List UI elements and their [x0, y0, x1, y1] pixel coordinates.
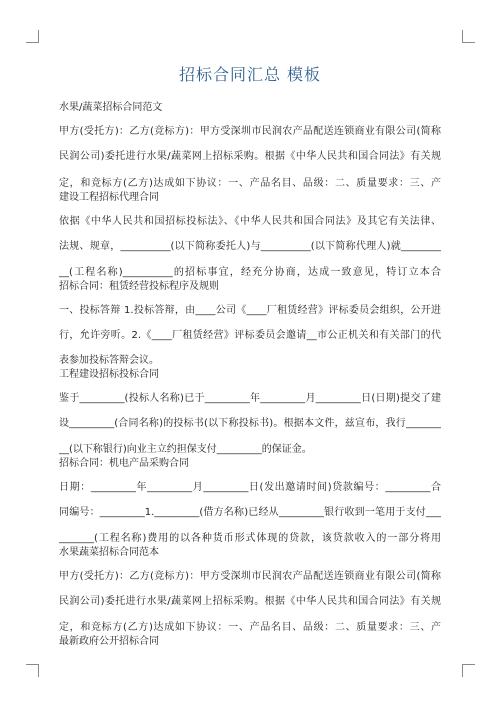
body-line: 民润公司)委托进行水果/蔬菜网上招标采购。根据《中华人民共和国合同法》有关规 [59, 151, 441, 162]
section-heading: 水果/蔬菜招标合同范文 [59, 102, 163, 113]
body-line: 甲方(受托方)：乙方(竞标方)：甲方受深圳市民润农产品配送连锁商业有限公司(简称 [59, 126, 441, 137]
body-line: _______(工程名称)费用的以各种货币形式体现的贷款，该贷款收入的一部分将用 [59, 533, 441, 544]
section-heading: 工程建设招标投标合同 [59, 369, 159, 380]
section-heading: 建设工程招标代理合同 [59, 192, 159, 203]
body-line: 民润公司)委托进行水果/蔬菜网上招标采购。根据《中华人民共和国合同法》有关规 [59, 596, 441, 607]
body-line: __(工程名称)__________的招标事宜，经充分协商，达成一致意见，特订立本合 [59, 267, 441, 278]
body-line: 一、投标答辩 1.投标答辩，由____公司《____厂租赁经营》评标委员会组织，公开进 [59, 305, 441, 316]
body-line: 鉴于_________(投标人名称)已于_________年_________月_________日(日期)提交了建 [59, 393, 441, 404]
body-line: 行，允许旁听。2.《____厂租赁经营》评标委员会邀请__市公正机关和有关部门的代 [59, 330, 441, 341]
body-line: 设_________(合同名称)的投标书(以下称投标书)。根据本文件，兹宣布，我行_______ [59, 418, 441, 429]
crop-mark-top-left [26, 30, 39, 43]
crop-mark-bottom-right [462, 664, 475, 677]
section-heading: 招标合同：机电产品采购合同 [59, 458, 189, 469]
document-title: 招标合同汇总 模板 [178, 65, 322, 84]
body-line: 定，和竞标方(乙方)达成如下协议：一、产品名目、品级：二、质量要求：三、产 [59, 178, 441, 189]
section-heading: 招标合同：租赁经营投标程序及规则 [59, 281, 219, 292]
body-line: 依据《中华人民共和国招标投标法》、《中华人民共和国合同法》及其它有关法律、 [59, 216, 441, 227]
body-line: 法规、规章，__________(以下简称委托人)与__________(以下简称代理人)就________ [59, 241, 441, 252]
section-heading: 水果蔬菜招标合同范本 [59, 547, 159, 558]
section-heading: 最新政府公开招标合同 [59, 636, 159, 647]
body-line: 定，和竞标方(乙方)达成如下协议：一、产品名目、品级：二、质量要求：三、产 [59, 622, 441, 633]
body-line: 日期：_________年_________月_________日(发出邀请时间)贷款编号：_________合 [59, 482, 441, 493]
body-line: 同编号：_________1._________(借方名称)已经从_________银行收到一笔用于支付___ [59, 507, 441, 518]
crop-mark-top-right [462, 30, 475, 43]
crop-mark-bottom-left [26, 664, 39, 677]
body-line: 表参加投标答辩会议。 [59, 355, 159, 366]
body-line: __(以下称银行)向业主立约担保支付_________的保证金。 [59, 444, 312, 455]
body-line: 甲方(受托方)：乙方(竞标方)：甲方受深圳市民润农产品配送连锁商业有限公司(简称 [59, 571, 441, 582]
